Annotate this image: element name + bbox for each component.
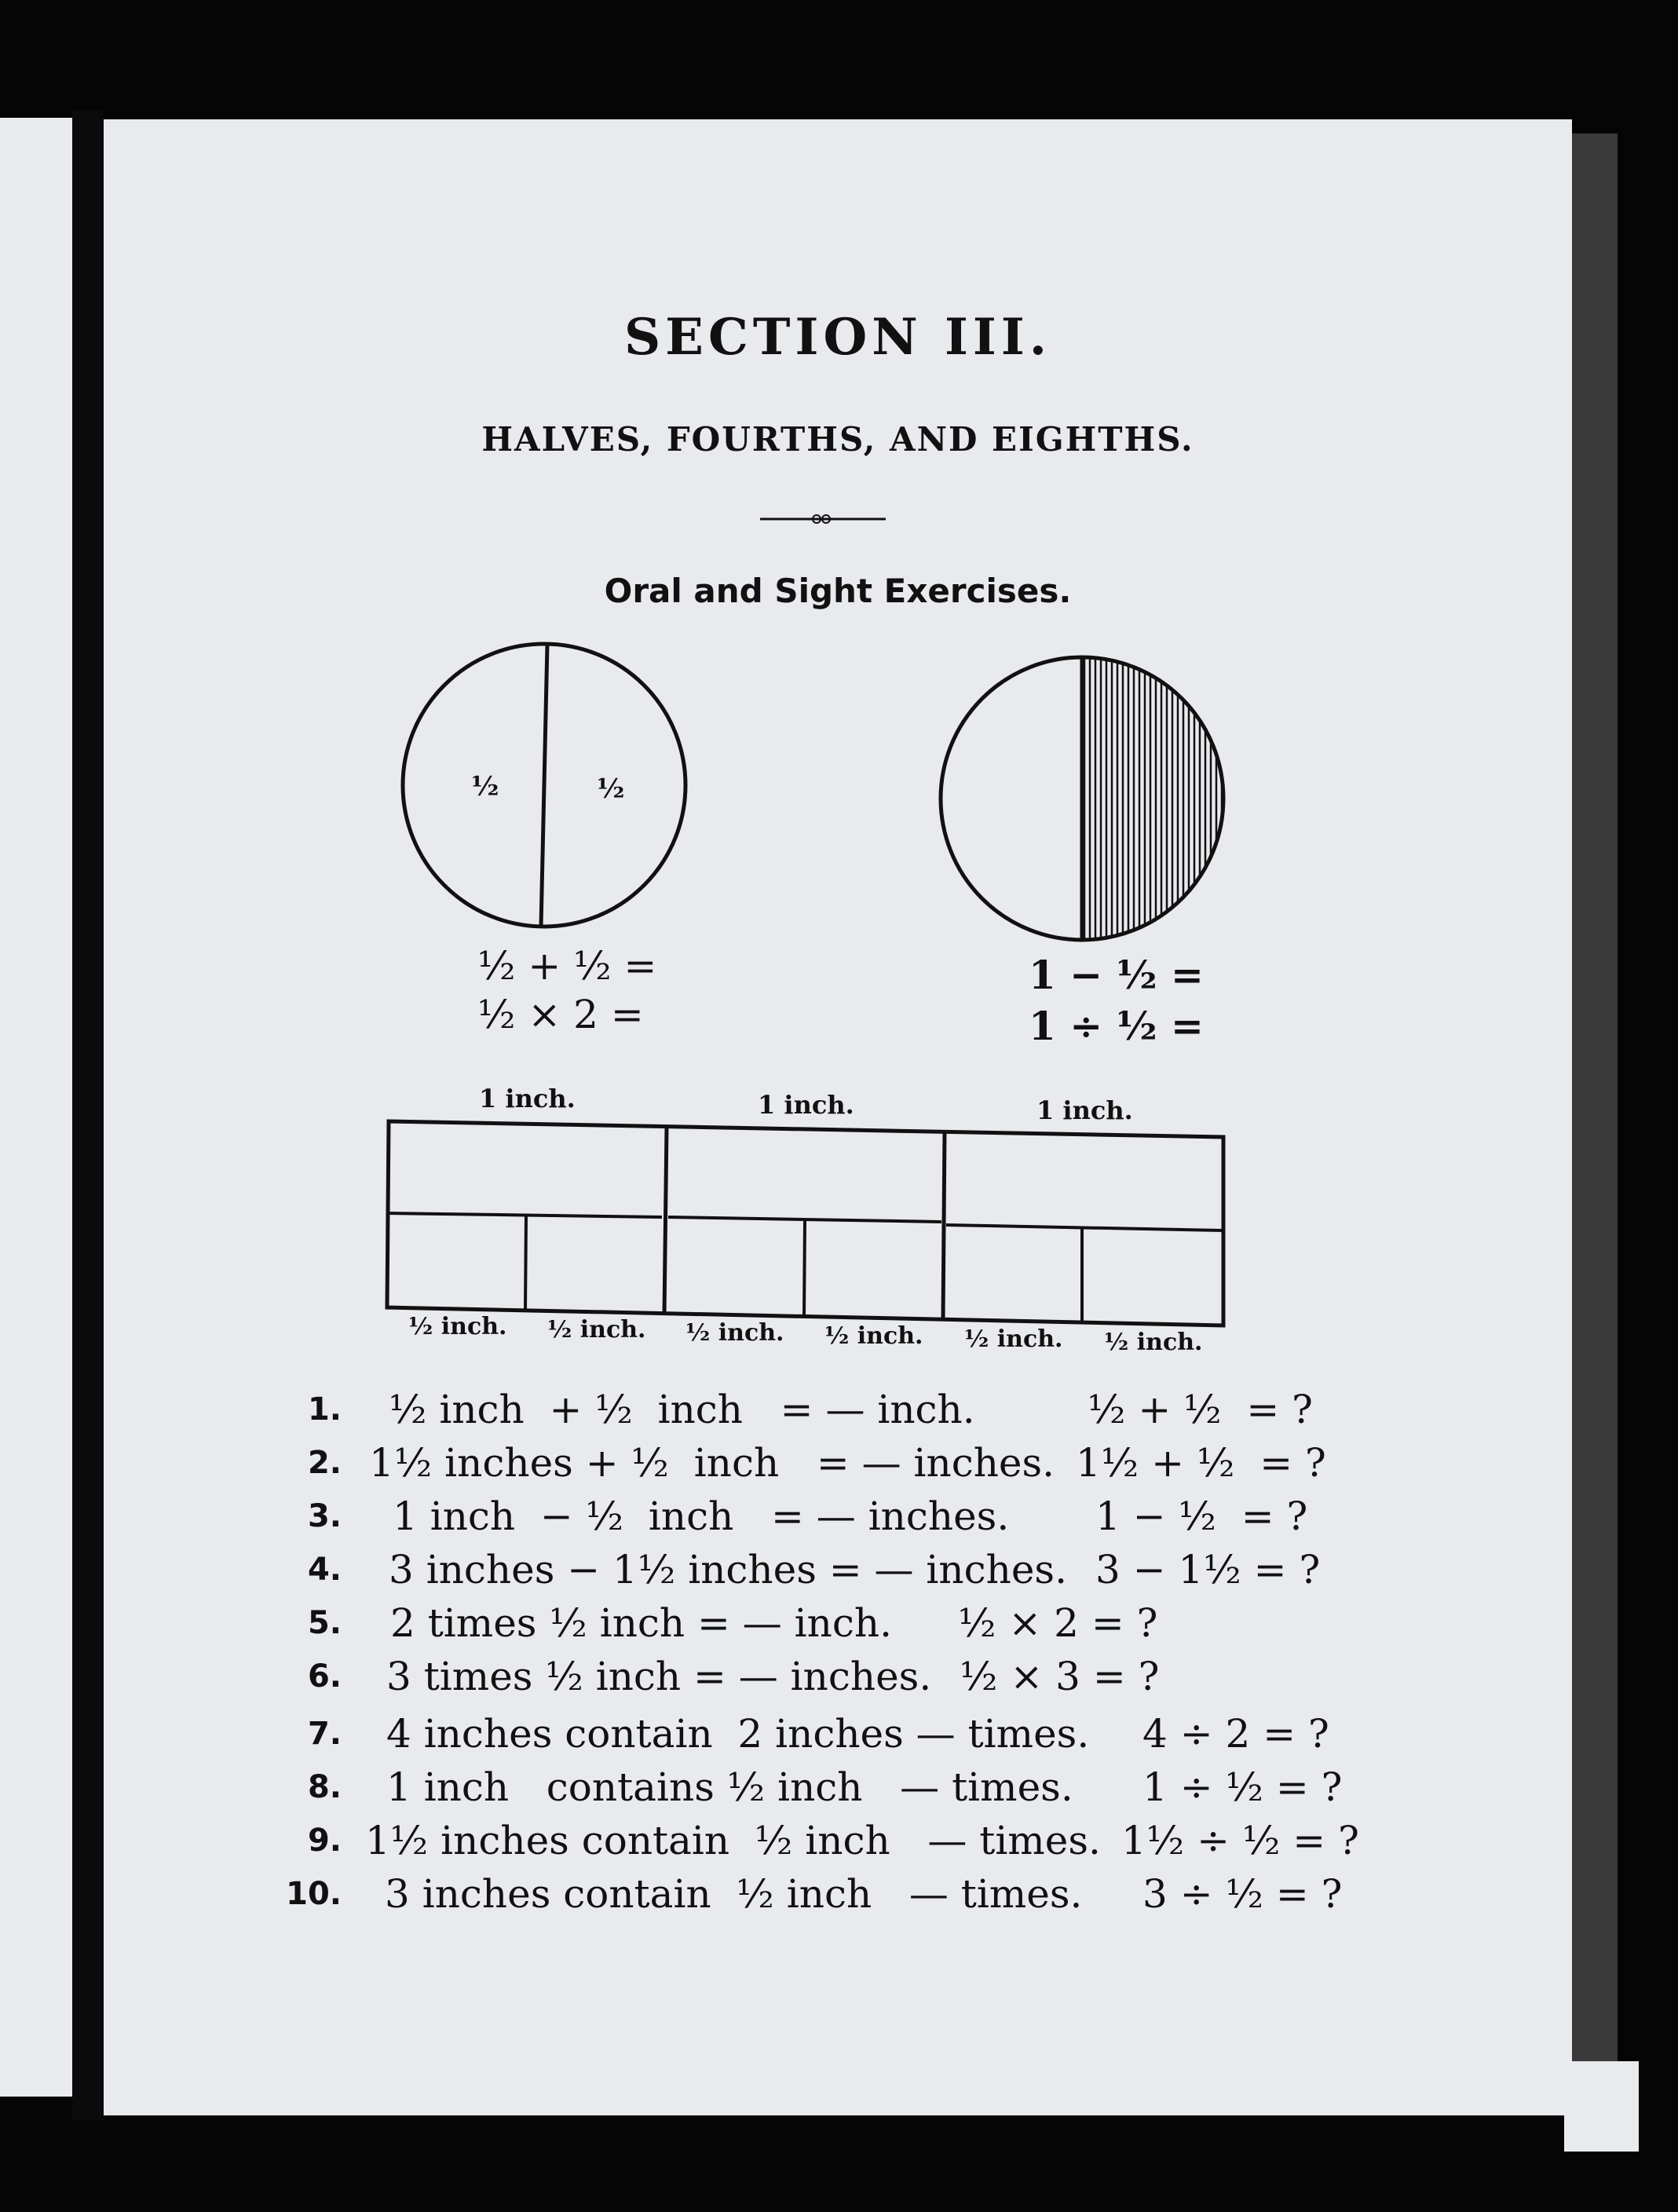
- exercise-number: 9.: [307, 1823, 342, 1859]
- exercise-text: 3 times ½ inch = — inches.: [386, 1654, 932, 1699]
- exercise-expression: 3 ÷ ½ = ?: [1142, 1871, 1343, 1917]
- exercise-number: 7.: [307, 1716, 342, 1752]
- exercise-text: 3 inches contain ½ inch — times.: [385, 1871, 1083, 1917]
- exercise-text: 3 inches − 1½ inches = — inches.: [389, 1547, 1067, 1592]
- exercise-row: [0, 1439, 1678, 1486]
- left-equation-1: ½ + ½ =: [477, 943, 657, 989]
- exercise-row: [0, 1493, 1678, 1540]
- half-inch-label-5: ½ inch.: [964, 1325, 1063, 1353]
- exercise-text: 1 inch contains ½ inch — times.: [386, 1764, 1073, 1810]
- exercise-number: 2.: [307, 1445, 342, 1481]
- inch-label-1: 1 inch.: [479, 1084, 576, 1113]
- exercise-row: [0, 1870, 1678, 1918]
- exercise-row: [0, 1764, 1678, 1811]
- exercise-text: 1 inch − ½ inch = — inches.: [393, 1494, 1010, 1539]
- exercise-row: [0, 1600, 1678, 1647]
- left-equation-2: ½ × 2 =: [477, 992, 644, 1037]
- exercise-expression: 1 ÷ ½ = ?: [1142, 1764, 1343, 1810]
- exercise-expression: 3 − 1½ = ?: [1095, 1547, 1321, 1592]
- exercise-row: [0, 1817, 1678, 1864]
- exercise-number: 4.: [307, 1552, 342, 1588]
- exercise-row: [0, 1710, 1678, 1757]
- exercise-expression: ½ + ½ = ?: [1088, 1387, 1313, 1432]
- half-label-right: ½: [597, 773, 625, 805]
- right-equation-1: 1 − ½ =: [1029, 952, 1204, 998]
- exercise-text: 4 inches contain 2 inches — times.: [386, 1711, 1090, 1757]
- half-inch-label-2: ½ inch.: [547, 1316, 646, 1344]
- exercise-number: 1.: [307, 1391, 342, 1428]
- exercise-number: 6.: [307, 1658, 342, 1695]
- half-label-left: ½: [471, 771, 499, 803]
- exercise-expression: ½ × 2 = ?: [958, 1600, 1158, 1646]
- exercise-row: [0, 1546, 1678, 1593]
- half-divider-line: [541, 644, 547, 927]
- right-equation-2: 1 ÷ ½ =: [1029, 1003, 1204, 1049]
- exercise-expression: 1 − ½ = ?: [1095, 1494, 1308, 1539]
- exercise-expression: ½ × 3 = ?: [960, 1654, 1160, 1699]
- exercise-text: 2 times ½ inch = — inch.: [390, 1600, 892, 1646]
- shaded-half: [1082, 657, 1223, 940]
- half-inch-label-6: ½ inch.: [1104, 1329, 1203, 1356]
- section-title: SECTION III.: [623, 308, 1052, 367]
- exercise-expression: 1½ + ½ = ?: [1076, 1440, 1326, 1486]
- exercise-expression: 1½ ÷ ½ = ?: [1121, 1818, 1359, 1863]
- exercise-text: 1½ inches + ½ inch = — inches.: [369, 1440, 1055, 1486]
- exercise-number: 5.: [307, 1605, 342, 1641]
- exercise-expression: 4 ÷ 2 = ?: [1142, 1711, 1329, 1757]
- section-subtitle: HALVES, FOURTHS, AND EIGHTHS.: [481, 420, 1194, 459]
- exercise-number: 10.: [286, 1876, 342, 1912]
- exercise-text: ½ inch + ½ inch = — inch.: [389, 1387, 975, 1432]
- half-inch-label-3: ½ inch.: [685, 1319, 784, 1347]
- half-inch-label-4: ½ inch.: [824, 1322, 923, 1350]
- exercise-text: 1½ inches contain ½ inch — times.: [365, 1818, 1101, 1863]
- inch-label-3: 1 inch.: [1036, 1095, 1133, 1125]
- exercise-row: [0, 1653, 1678, 1700]
- exercise-number: 3.: [307, 1498, 342, 1534]
- exercise-row: [0, 1386, 1678, 1433]
- inch-label-2: 1 inch.: [758, 1090, 854, 1120]
- half-inch-label-1: ½ inch.: [408, 1313, 507, 1340]
- exercises-heading: Oral and Sight Exercises.: [604, 572, 1072, 610]
- exercise-number: 8.: [307, 1769, 342, 1805]
